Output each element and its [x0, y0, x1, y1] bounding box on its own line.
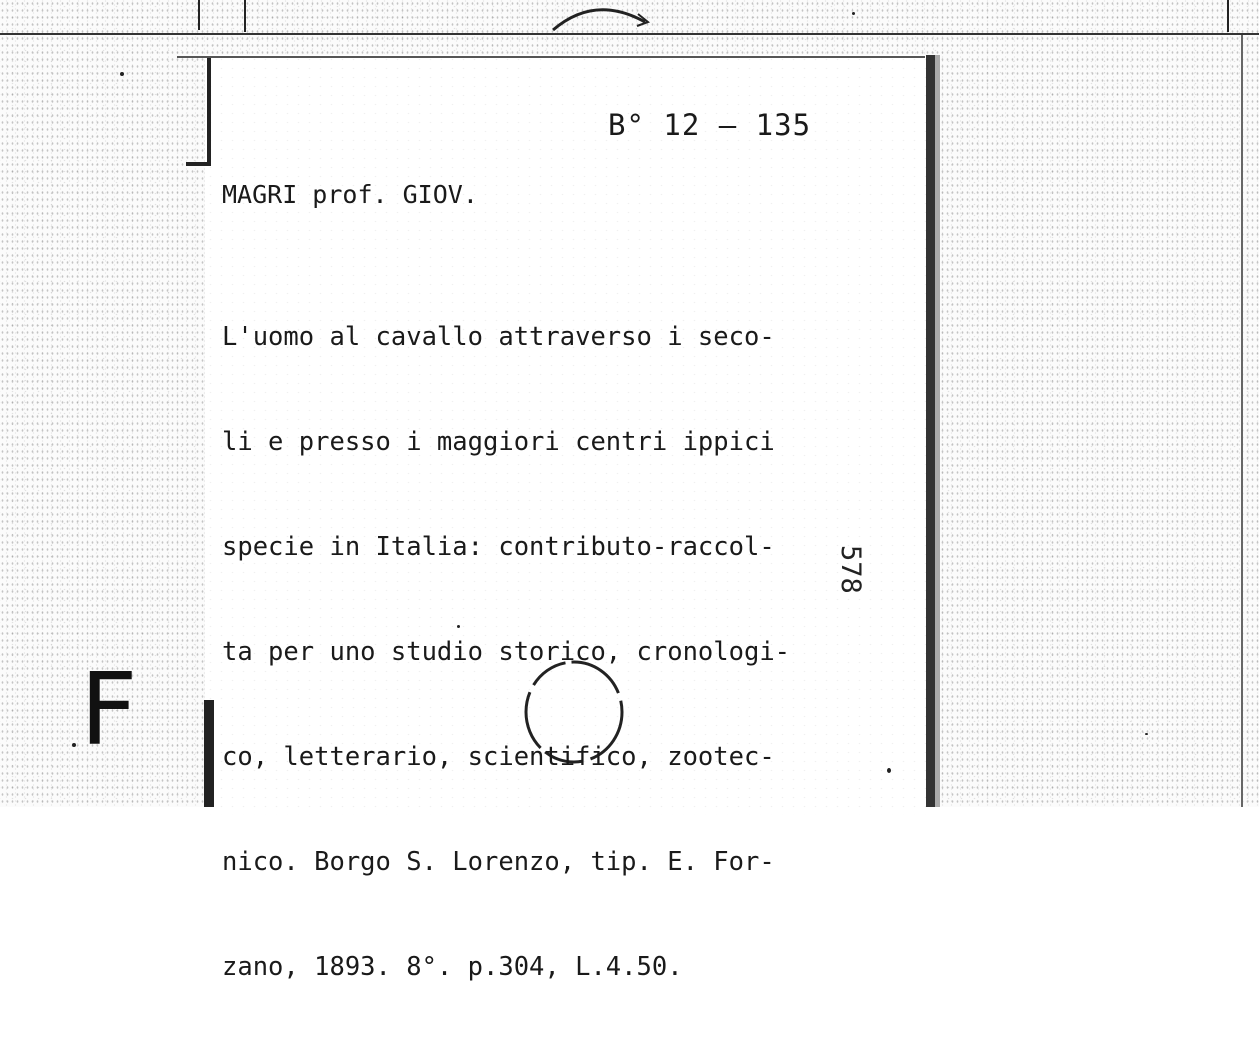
description-line: nico. Borgo S. Lorenzo, tip. E. For-	[222, 847, 775, 877]
description-line: specie in Italia: contributo-raccol-	[222, 532, 775, 562]
description-line: li e presso i maggiori centri ippici	[222, 427, 775, 457]
speck	[1145, 733, 1148, 735]
speck	[852, 12, 855, 15]
description-line: L'uomo al cavallo attraverso i seco-	[222, 322, 775, 352]
description-line: co, letterario, scientifico, zootec-	[222, 742, 775, 772]
rotated-inventory-number: 578	[835, 545, 866, 594]
top-arc	[553, 10, 645, 30]
call-number: B° 12 — 135	[608, 108, 812, 142]
stamp-letter: F	[80, 651, 138, 768]
speck	[120, 72, 124, 76]
description-line: ta per uno studio storico, cronologi-	[222, 637, 791, 667]
description-line: zano, 1893. 8°. p.304, L.4.50.	[222, 952, 683, 982]
bibliographic-description	[222, 250, 912, 1055]
speck	[72, 743, 76, 747]
author-heading: MAGRI prof. GIOV.	[222, 180, 478, 209]
